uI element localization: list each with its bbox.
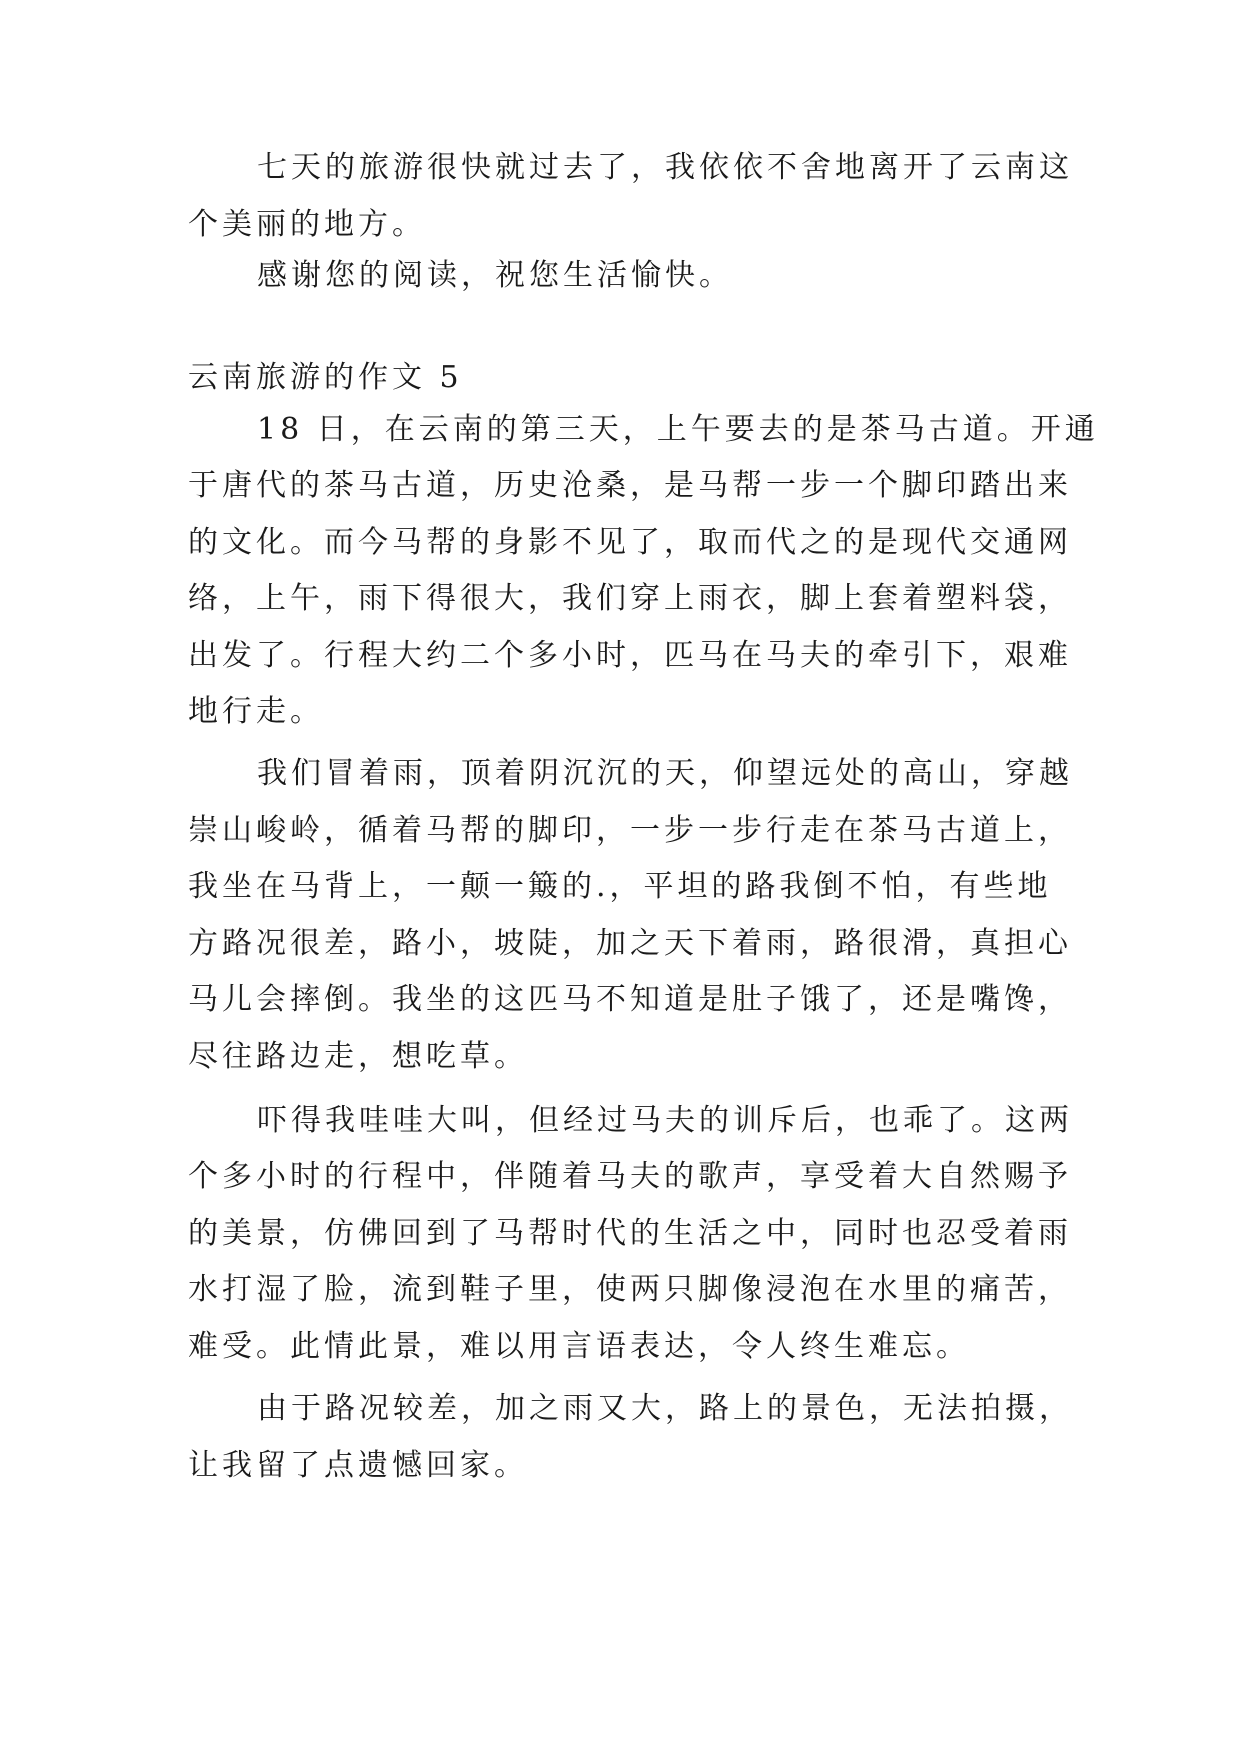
paragraph-line: 18 日，在云南的第三天，上午要去的是茶马古道。开通 bbox=[257, 412, 1099, 447]
paragraph-line: 的美景，仿佛回到了马帮时代的生活之中，同时也忍受着雨 bbox=[188, 1216, 1072, 1251]
paragraph-line: 于唐代的茶马古道，历史沧桑，是马帮一步一个脚印踏出来 bbox=[188, 468, 1072, 503]
paragraph-line: 个美丽的地方。 bbox=[188, 207, 426, 242]
paragraph-line: 我坐在马背上，一颠一簸的.，平坦的路我倒不怕，有些地 bbox=[188, 869, 1052, 904]
paragraph-line: 水打湿了脸，流到鞋子里，使两只脚像浸泡在水里的痛苦， bbox=[188, 1272, 1072, 1307]
paragraph-line: 的文化。而今马帮的身影不见了，取而代之的是现代交通网 bbox=[188, 525, 1072, 560]
paragraph-line: 让我留了点遗憾回家。 bbox=[188, 1448, 528, 1483]
paragraph-line: 由于路况较差，加之雨又大，路上的景色，无法拍摄， bbox=[257, 1391, 1073, 1426]
paragraph-line: 马儿会摔倒。我坐的这匹马不知道是肚子饿了，还是嘴馋， bbox=[188, 982, 1072, 1017]
paragraph-line: 出发了。行程大约二个多小时，匹马在马夫的牵引下，艰难 bbox=[188, 638, 1072, 673]
paragraph-line: 个多小时的行程中，伴随着马夫的歌声，享受着大自然赐予 bbox=[188, 1159, 1072, 1194]
paragraph-line: 感谢您的阅读，祝您生活愉快。 bbox=[257, 258, 733, 293]
paragraph-line: 崇山峻岭，循着马帮的脚印，一步一步行走在茶马古道上， bbox=[188, 813, 1072, 848]
paragraph-line: 我们冒着雨，顶着阴沉沉的天，仰望远处的高山，穿越 bbox=[257, 756, 1073, 791]
section-title: 云南旅游的作文 5 bbox=[188, 360, 463, 395]
paragraph-line: 方路况很差，路小，坡陡，加之天下着雨，路很滑，真担心 bbox=[188, 926, 1072, 961]
paragraph-line: 七天的旅游很快就过去了，我依依不舍地离开了云南这 bbox=[257, 150, 1073, 185]
paragraph-line: 尽往路边走，想吃草。 bbox=[188, 1039, 528, 1074]
paragraph-line: 络，上午，雨下得很大，我们穿上雨衣，脚上套着塑料袋， bbox=[188, 581, 1072, 616]
paragraph-line: 地行走。 bbox=[188, 694, 324, 729]
paragraph-line: 难受。此情此景，难以用言语表达，令人终生难忘。 bbox=[188, 1329, 970, 1364]
paragraph-line: 吓得我哇哇大叫，但经过马夫的训斥后，也乖了。这两 bbox=[257, 1103, 1073, 1138]
